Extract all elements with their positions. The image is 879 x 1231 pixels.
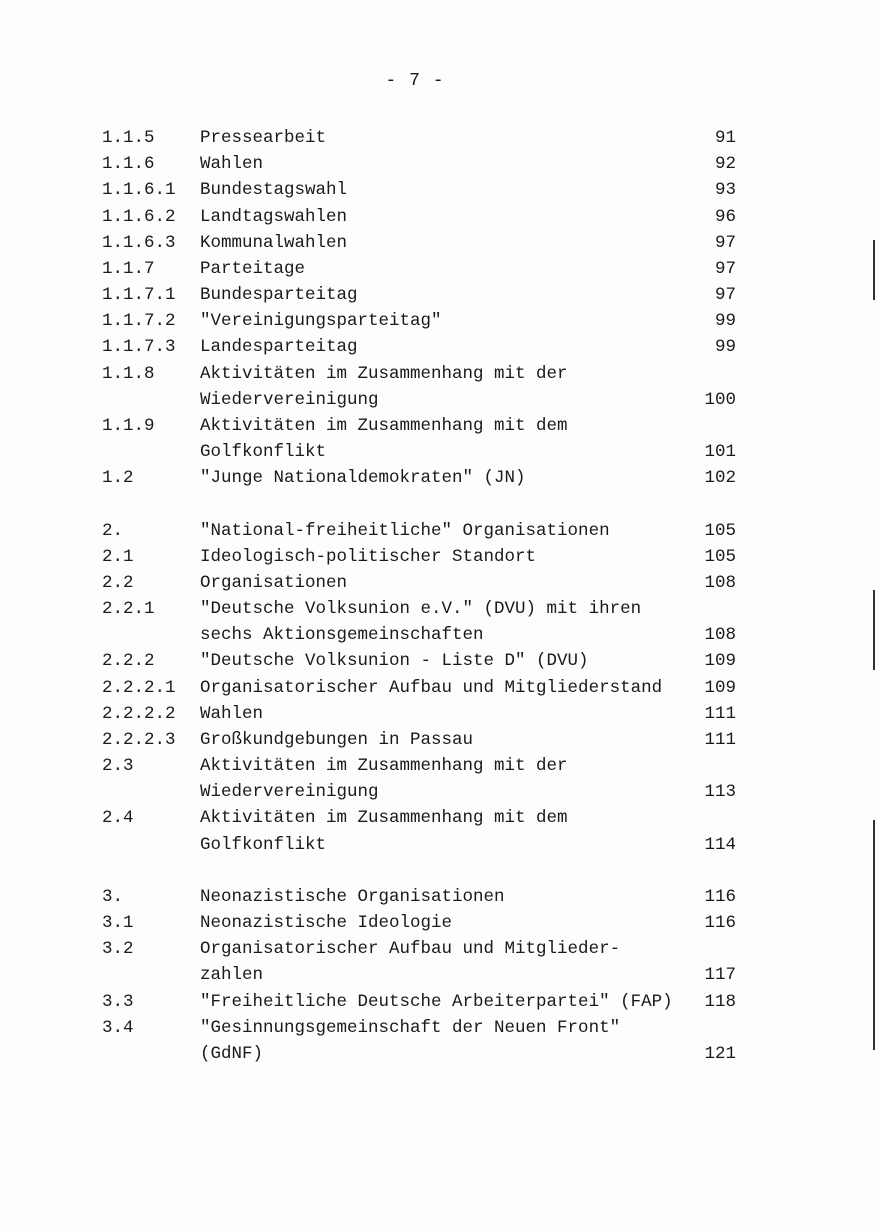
- scan-edge-mark: [873, 240, 875, 300]
- page-reference: 114: [704, 834, 736, 855]
- section-number: 1.1.7: [102, 258, 155, 279]
- section-number: 1.2: [102, 468, 134, 489]
- page-reference: 109: [704, 651, 736, 672]
- section-title: Parteitage: [200, 258, 306, 279]
- section-title: Golfkonflikt: [200, 834, 327, 855]
- section-number: 2.2.2.3: [102, 729, 176, 750]
- section-number: 1.1.7.1: [102, 285, 176, 306]
- section-title: Wahlen: [200, 703, 264, 724]
- section-title: Wiedervereinigung: [200, 389, 379, 410]
- section-number: 3.4: [102, 1017, 134, 1038]
- section-title: Ideologisch-politischer Standort: [200, 546, 537, 567]
- page-number: - 7 -: [385, 71, 445, 91]
- section-title: Organisatorischer Aufbau und Mitglieder-: [200, 939, 621, 960]
- section-number: 3.: [102, 886, 124, 907]
- section-title: Wiedervereinigung: [200, 782, 379, 803]
- section-title: Großkundgebungen in Passau: [200, 729, 474, 750]
- section-number: 1.1.6.1: [102, 180, 176, 201]
- page-reference: 91: [714, 128, 736, 148]
- page-reference: 116: [704, 886, 736, 907]
- section-title: "Gesinnungsgemeinschaft der Neuen Front": [200, 1017, 621, 1038]
- section-number: 2.2.1: [102, 599, 155, 620]
- page-reference: 97: [714, 285, 736, 306]
- section-title: Aktivitäten im Zusammenhang mit dem: [200, 415, 568, 436]
- page-reference: 93: [714, 180, 736, 201]
- page-reference: 99: [714, 337, 736, 358]
- page-reference: 96: [714, 206, 736, 227]
- section-title: (GdNF): [200, 1043, 264, 1064]
- section-title: Landesparteitag: [200, 337, 358, 358]
- section-number: 2.: [102, 520, 124, 541]
- section-title: sechs Aktionsgemeinschaften: [200, 625, 484, 646]
- page-reference: 101: [704, 442, 736, 463]
- section-title: Aktivitäten im Zusammenhang mit der: [200, 363, 568, 384]
- section-title: "Freiheitliche Deutsche Arbeiterpartei" (FAP): [200, 991, 673, 1012]
- section-title: Organisationen: [200, 572, 348, 593]
- section-title: Golfkonflikt: [200, 442, 327, 463]
- section-title: Aktivitäten im Zusammenhang mit dem: [200, 808, 568, 829]
- section-title: Pressearbeit: [200, 128, 327, 148]
- section-title: Organisatorischer Aufbau und Mitgliederstand: [200, 677, 663, 698]
- section-title: "Vereinigungsparteitag": [200, 311, 442, 332]
- section-title: Bundesparteitag: [200, 285, 358, 306]
- section-number: 1.1.9: [102, 415, 155, 436]
- section-number: 3.2: [102, 939, 134, 960]
- section-title: Wahlen: [200, 154, 264, 175]
- section-title: "National-freiheitliche" Organisationen: [200, 520, 610, 541]
- scan-edge-mark: [873, 820, 875, 1050]
- section-number: 1.1.7.2: [102, 311, 176, 332]
- section-title: Landtagswahlen: [200, 206, 348, 227]
- page-reference: 108: [704, 625, 736, 646]
- page-reference: 102: [704, 468, 736, 489]
- section-number: 2.2.2: [102, 651, 155, 672]
- scan-edge-mark: [873, 590, 875, 670]
- section-number: 1.1.8: [102, 363, 155, 384]
- section-title: "Deutsche Volksunion e.V." (DVU) mit ihren: [200, 599, 642, 620]
- section-number: 2.4: [102, 808, 134, 829]
- page-reference: 99: [714, 311, 736, 332]
- section-title: Bundestagswahl: [200, 180, 348, 201]
- section-number: 2.2: [102, 572, 134, 593]
- page-reference: 111: [704, 729, 736, 750]
- section-number: 1.1.5: [102, 128, 155, 148]
- page-reference: 121: [704, 1043, 736, 1064]
- section-title: "Junge Nationaldemokraten" (JN): [200, 468, 526, 489]
- section-number: 3.1: [102, 913, 134, 934]
- section-number: 1.1.6: [102, 154, 155, 175]
- section-title: Aktivitäten im Zusammenhang mit der: [200, 756, 568, 777]
- section-number: 1.1.7.3: [102, 337, 176, 358]
- page-reference: 97: [714, 232, 736, 253]
- page-reference: 113: [704, 782, 736, 803]
- page-reference: 118: [704, 991, 736, 1012]
- page-reference: 116: [704, 913, 736, 934]
- page-reference: 111: [704, 703, 736, 724]
- section-number: 2.1: [102, 546, 134, 567]
- page-reference: 108: [704, 572, 736, 593]
- page-reference: 105: [704, 520, 736, 541]
- section-title: Neonazistische Ideologie: [200, 913, 453, 934]
- page-reference: 109: [704, 677, 736, 698]
- section-title: zahlen: [200, 965, 264, 986]
- section-title: "Deutsche Volksunion - Liste D" (DVU): [200, 651, 589, 672]
- section-number: 2.2.2.2: [102, 703, 176, 724]
- page-reference: 105: [704, 546, 736, 567]
- section-title: Kommunalwahlen: [200, 232, 348, 253]
- page-reference: 117: [704, 965, 736, 986]
- section-number: 2.2.2.1: [102, 677, 176, 698]
- page-reference: 100: [704, 389, 736, 410]
- section-number: 3.3: [102, 991, 134, 1012]
- section-number: 1.1.6.3: [102, 232, 176, 253]
- page-reference: 92: [714, 154, 736, 175]
- page-reference: 97: [714, 258, 736, 279]
- section-number: 1.1.6.2: [102, 206, 176, 227]
- section-number: 2.3: [102, 756, 134, 777]
- section-title: Neonazistische Organisationen: [200, 886, 505, 907]
